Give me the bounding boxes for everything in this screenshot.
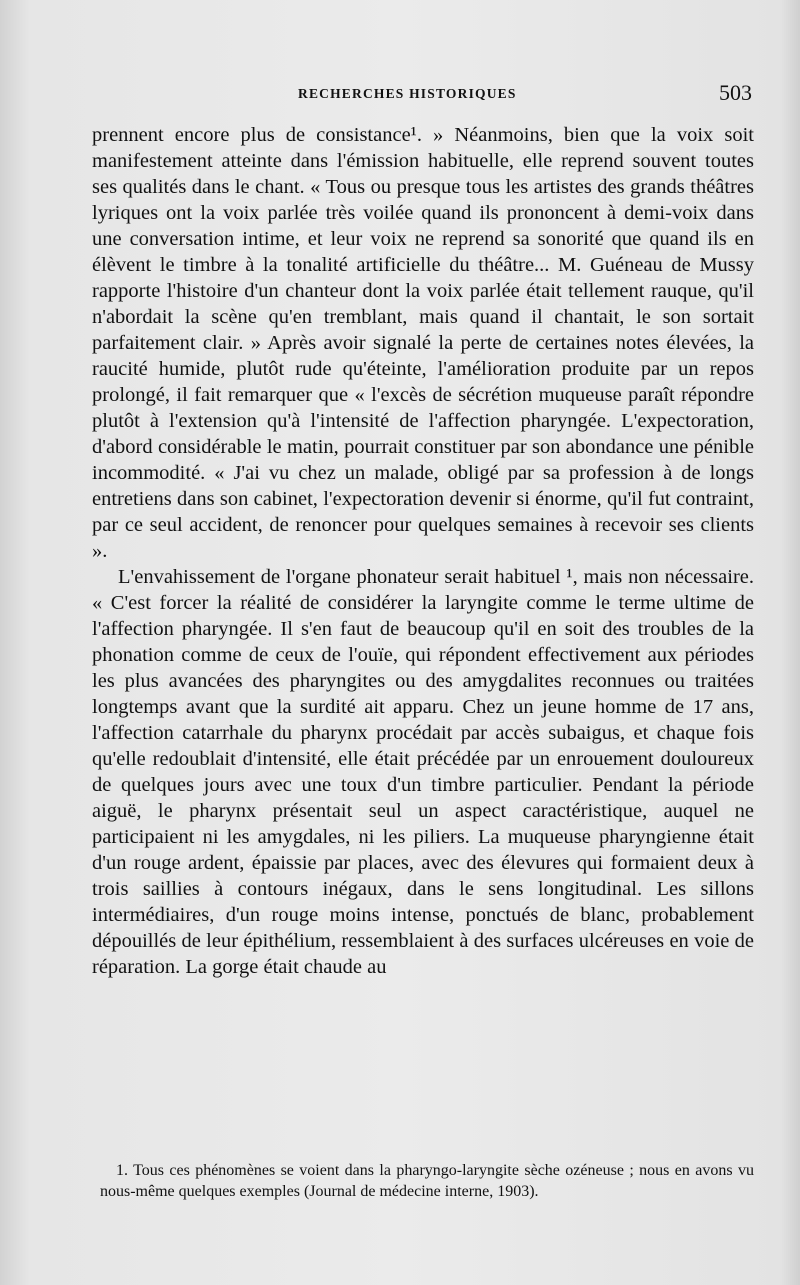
main-text <box>92 122 754 980</box>
footnotes <box>100 1160 754 1202</box>
paragraph: prennent encore plus de consistance¹. » Néanmoins, bien que la voix soit manifestement atteinte dans l'émission habituelle, elle reprend souvent toutes ses qualités dans le chant. « Tous ou presque tous les artistes des grands théâtres lyriques ont la voix parlée très voilée quand ils prononcent à demi-voix dans une conversation intime, et leur voix ne reprend sa sonorité que quand ils en élèvent le timbre à la tonalité artificielle du théâtre... M. Guéneau de Mussy rapporte l'histoire d'un chanteur dont la voix parlée était tellement rauque, qu'il n'abordait la scène qu'en tremblant, mais quand il chantait, le son sortait parfaitement clair. » Après avoir signalé la perte de certaines notes élevées, la raucité humide, plutôt rude qu'éteinte, l'amélioration produite par un repos prolongé, il fait remarquer que « l'excès de sécrétion muqueuse paraît répondre plutôt à l'extension qu'à l'intensité de l'affection pharyngée. L'expectoration, d'abord considérable le matin, pourrait constituer par son abondance une pénible incommodité. « J'ai vu chez un malade, obligé par sa profession à de longs entretiens dans son cabinet, l'expectoration devenir si énorme, qu'il fut contraint, par ce seul accident, de renoncer pour quelques semaines à recevoir ses clients ». <box>92 124 754 562</box>
running-head: RECHERCHES HISTORIQUES <box>298 86 517 101</box>
page-number: 503 <box>719 80 752 105</box>
page-header <box>92 80 752 110</box>
paragraph: L'envahissement de l'organe phonateur serait habituel ¹, mais non nécessaire. « C'est forcer la réalité de considérer la laryngite comme le terme ultime de l'affection pharyngée. Il s'en faut de beaucoup qu'il en soit des troubles de la phonation comme de ceux de l'ouïe, qui répondent effectivement aux périodes les plus avancées des pharyngites ou des amygdalites reconnues ou traitées longtemps avant que la surdité ait apparu. Chez un jeune homme de 17 ans, l'affection catarrhale du pharynx procédait par accès subaigus, et chaque fois qu'elle redoublait d'intensité, elle était précédée par un enrouement douloureux de quelques jours avec une toux d'un timbre particulier. Pendant la période aiguë, le pharynx présentait seul un aspect caractéristique, auquel ne participaient ni les amygdales, ni les piliers. La muqueuse pharyngienne était d'un rouge ardent, épaissie par places, avec des élevures qui formaient deux à trois saillies à contours inégaux, dans le sens longitudinal. Les sillons intermédiaires, d'un rouge moins intense, ponctués de blanc, probablement dépouillés de leur épithélium, ressemblaient à des surfaces ulcéreuses en voie de réparation. La gorge était chaude au <box>92 566 754 978</box>
footnote: 1. Tous ces phénomènes se voient dans la pharyngo-laryngite sèche ozéneuse ; nous en avons vu nous-même quelques exemples (Journal de médecine interne, 1903). <box>100 1162 754 1200</box>
